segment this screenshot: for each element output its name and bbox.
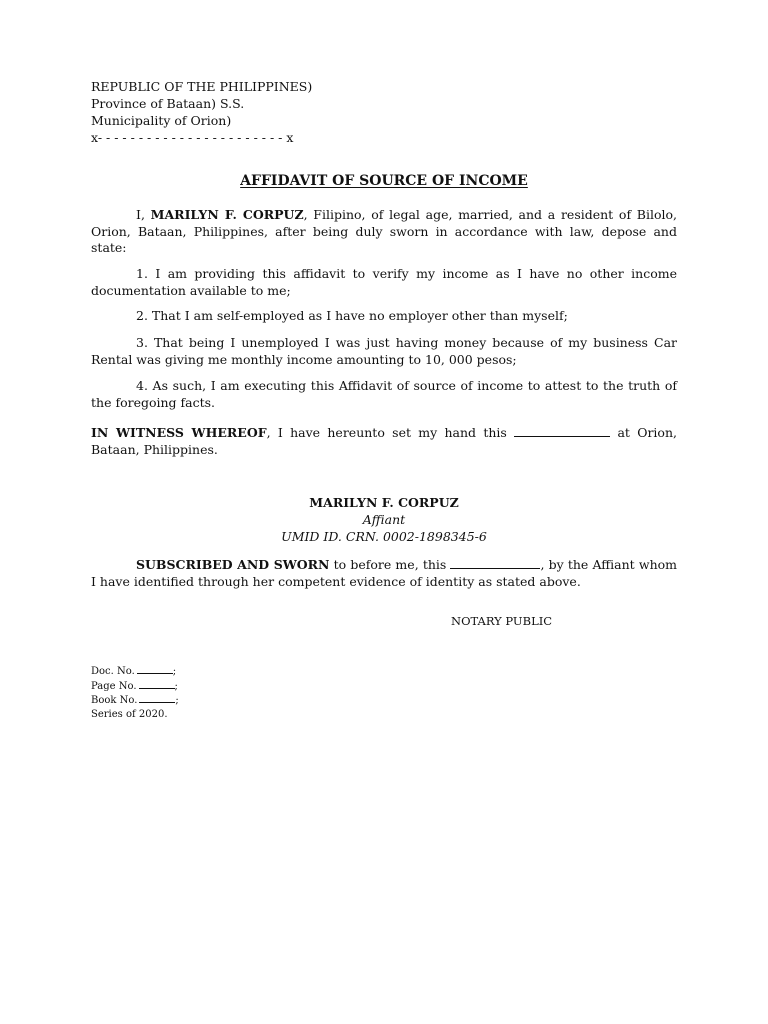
statement-2: 2. That I am self-employed as I have no employer other than myself; <box>136 308 568 323</box>
witness-paragraph <box>91 425 677 458</box>
affiant-id: UMID ID. CRN. 0002-1898345-6 <box>281 529 487 544</box>
statement-1: 1. I am providing this affidavit to verify my income as I have no other income documentation available to me; <box>91 266 677 298</box>
venue-province: Province of Bataan) S.S. <box>91 96 245 111</box>
witness-date-blank[interactable] <box>514 425 610 437</box>
jurat-paragraph <box>91 557 677 590</box>
intro-text: , Filipino, of legal age, married, and a resident of Bilolo, Orion, Bataan, Philippines, after being duly sworn in accordance with law, depose and state: <box>91 207 677 255</box>
venue-separator: x- - - - - - - - - - - - - - - - - - - - - - - x <box>91 130 294 145</box>
document-title: AFFIDAVIT OF SOURCE OF INCOME <box>240 173 528 189</box>
jurat-text-before: to before me, this <box>329 557 451 572</box>
doc-no-blank[interactable] <box>137 664 173 674</box>
statement-3: 3. That being I unemployed I was just having money because of my business Car Rental was giving me monthly income amounting to 10, 000 pesos; <box>91 335 677 367</box>
page-no-line: Page No. ; <box>91 680 178 692</box>
venue-republic: REPUBLIC OF THE PHILIPPINES) <box>91 79 313 94</box>
intro-prefix: I, <box>136 207 151 222</box>
witness-text-before: , I have hereunto set my hand this <box>266 425 515 440</box>
notarial-register-block <box>91 664 179 721</box>
affiant-name-inline: MARILYN F. CORPUZ <box>150 207 304 222</box>
statement-4: 4. As such, I am executing this Affidavit of source of income to attest to the truth of the foregoing facts. <box>91 378 677 410</box>
intro-paragraph <box>91 207 677 257</box>
book-no-label: Book No. <box>91 695 138 706</box>
jurat-lead: SUBSCRIBED AND SWORN <box>136 557 330 572</box>
venue-block <box>91 78 312 146</box>
witness-text-after: at Orion, Bataan, Philippines. <box>91 425 677 457</box>
notary-public-label: NOTARY PUBLIC <box>451 614 553 628</box>
doc-no-label: Doc. No. <box>91 666 135 677</box>
book-no-line: Book No. ; <box>91 695 179 706</box>
venue-municipality: Municipality of Orion) <box>91 113 232 128</box>
jurat-date-blank[interactable] <box>450 557 540 569</box>
affidavit-page <box>91 0 677 1024</box>
affiant-name: MARILYN F. CORPUZ <box>309 495 459 510</box>
page-no-label: Page No. <box>91 680 137 692</box>
affiant-role: Affiant <box>362 512 406 527</box>
book-no-blank[interactable] <box>139 693 175 703</box>
signature-block <box>91 494 677 545</box>
doc-no-line: Doc. No. ; <box>91 666 177 677</box>
page-no-blank[interactable] <box>139 679 175 689</box>
witness-lead: IN WITNESS WHEREOF <box>91 425 267 440</box>
jurat-text-after: , by the Affiant whom I have identified through her competent evidence of identity as stated above. <box>91 557 677 589</box>
series-line: Series of 2020. <box>91 708 168 720</box>
